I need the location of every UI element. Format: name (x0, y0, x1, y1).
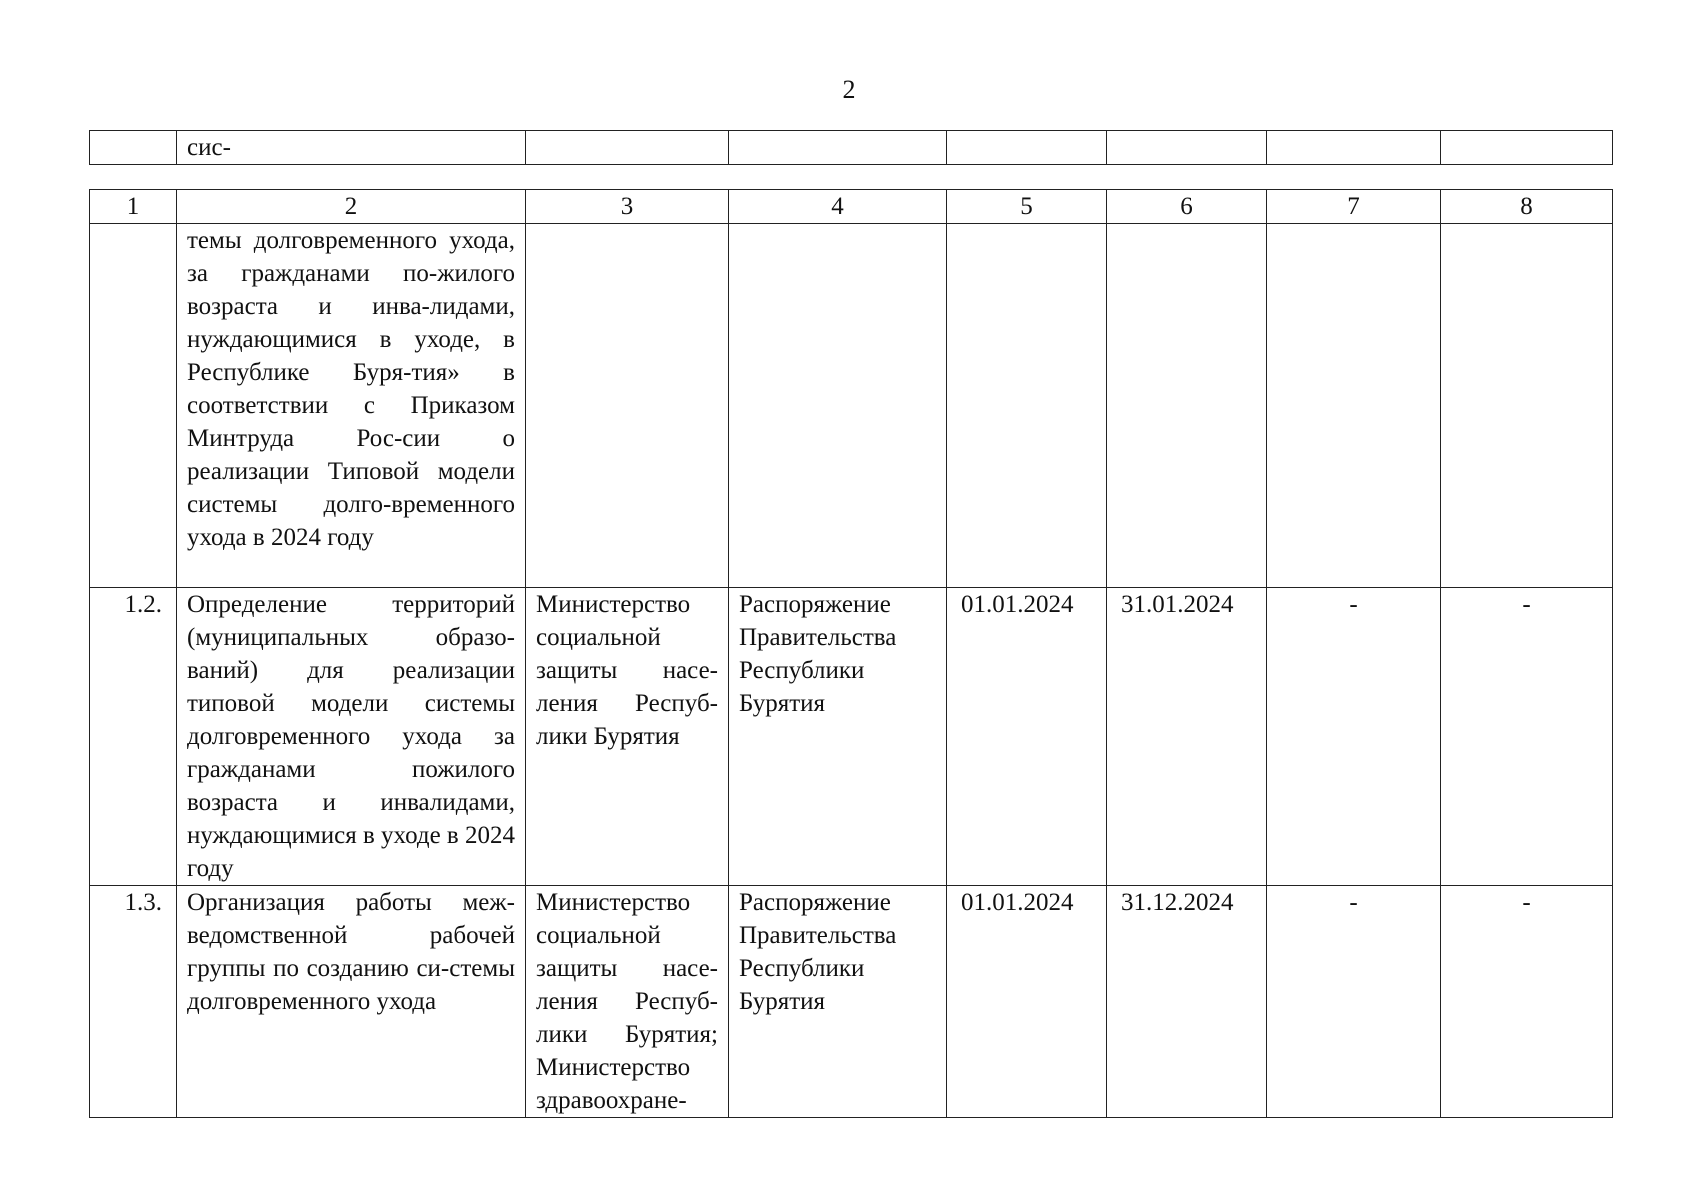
page-number: 2 (842, 75, 856, 104)
carryover-cell-8 (1441, 131, 1613, 165)
main-table (89, 189, 1613, 1118)
carryover-cell-3 (526, 131, 729, 165)
carryover-cell-6 (1107, 131, 1267, 165)
table-row (90, 224, 1613, 588)
measure-name: Организация работы меж-ведомственной рабочей группы по созданию си-стемы долговременного ухода (177, 886, 526, 1118)
start-date (947, 224, 1107, 588)
col-8-value: - (1441, 886, 1613, 1118)
header-col-1: 1 (90, 190, 177, 224)
measure-name: темы долговременного ухода, за гражданами по-жилого возраста и инва-лидами, нуждающимися в уходе, в Республике Буря-тия» в соответствии с Приказом Минтруда Рос-сии о реализации Типовой модели системы долго-временного ухода в 2024 году (177, 224, 526, 588)
start-date: 01.01.2024 (947, 886, 1107, 1118)
col-7-value (1267, 224, 1441, 588)
end-date: 31.01.2024 (1107, 588, 1267, 886)
carryover-table (89, 130, 1613, 165)
header-col-4: 4 (729, 190, 947, 224)
carryover-cell-7 (1267, 131, 1441, 165)
row-number (90, 224, 177, 588)
col-8-value (1441, 224, 1613, 588)
header-col-3: 3 (526, 190, 729, 224)
col-8-value: - (1441, 588, 1613, 886)
document-type: Распоряжение Правительства Республики Бурятия (729, 886, 947, 1118)
measure-name: Определение территорий (муниципальных образо-ваний) для реализации типовой модели системы долговременного ухода за гражданами пожилого возраста и инвалидами, нуждающимися в уходе в 2024 году (177, 588, 526, 886)
end-date (1107, 224, 1267, 588)
table-row (90, 588, 1613, 886)
table-row (90, 886, 1613, 1118)
carryover-row (90, 131, 1613, 165)
header-col-7: 7 (1267, 190, 1441, 224)
col-7-value: - (1267, 886, 1441, 1118)
document-type (729, 224, 947, 588)
executor: Министерство социальной защиты насе-ления Респуб-лики Бурятия; Министерство здравоохране- (526, 886, 729, 1118)
header-col-6: 6 (1107, 190, 1267, 224)
row-number: 1.2. (90, 588, 177, 886)
header-col-2: 2 (177, 190, 526, 224)
carryover-cell-5 (947, 131, 1107, 165)
executor: Министерство социальной защиты насе-ления Респуб-лики Бурятия (526, 588, 729, 886)
col-7-value: - (1267, 588, 1441, 886)
carryover-cell-4 (729, 131, 947, 165)
end-date: 31.12.2024 (1107, 886, 1267, 1118)
header-col-5: 5 (947, 190, 1107, 224)
carryover-cell-2: сис- (177, 131, 526, 165)
row-number: 1.3. (90, 886, 177, 1118)
header-row (90, 190, 1613, 224)
document-type: Распоряжение Правительства Республики Бурятия (729, 588, 947, 886)
executor (526, 224, 729, 588)
carryover-cell-1 (90, 131, 177, 165)
start-date: 01.01.2024 (947, 588, 1107, 886)
header-col-8: 8 (1441, 190, 1613, 224)
